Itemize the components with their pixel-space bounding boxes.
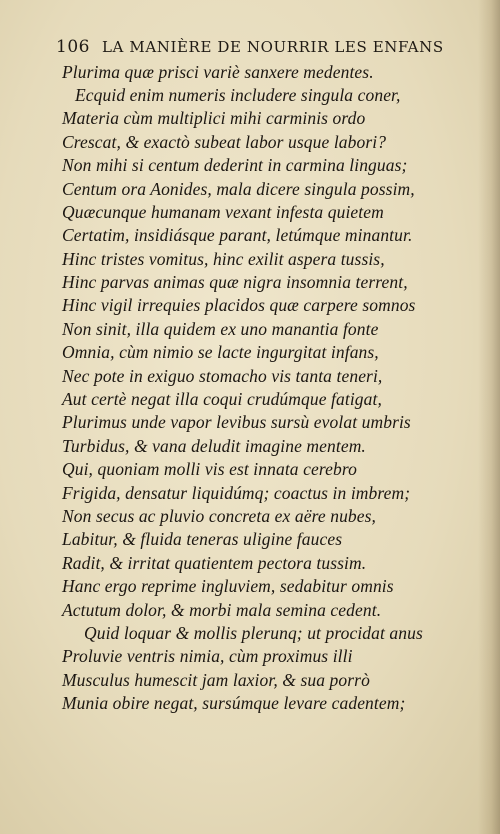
verse-line: Actutum dolor, & morbi mala semina cedent. bbox=[62, 600, 382, 620]
verse-line: Munia obire negat, sursúmque levare cadentem; bbox=[62, 693, 406, 713]
verse-line: Hinc tristes vomitus, hinc exilit aspera tussis, bbox=[62, 249, 385, 269]
verse-line: Labitur, & fluida teneras uligine fauces bbox=[62, 529, 343, 549]
verse-line: Turbidus, & vana deludit imagine mentem. bbox=[62, 436, 366, 456]
verse-line: Quæcunque humanam vexant infesta quietem bbox=[62, 202, 384, 222]
page-header bbox=[56, 37, 466, 61]
page-gutter-shadow bbox=[478, 0, 500, 834]
verse-line: Qui, quoniam molli vis est innata cerebro bbox=[62, 459, 357, 479]
verse-line: Ecquid enim numeris includere singula coner, bbox=[75, 85, 401, 105]
verse-line: Plurima quæ prisci variè sanxere medentes. bbox=[62, 62, 374, 82]
verse-line: Musculus humescit jam laxior, & sua porrò bbox=[62, 670, 370, 690]
verse-line: Hinc parvas animas quæ nigra insomnia terrent, bbox=[62, 272, 408, 292]
verse-line: Non sinit, illa quidem ex uno manantia fonte bbox=[62, 319, 379, 339]
verse-line: Hanc ergo reprime ingluviem, sedabitur omnis bbox=[62, 576, 394, 596]
verse-line: Frigida, densatur liquidúmq; coactus in imbrem; bbox=[62, 483, 411, 503]
verse-line: Centum ora Aonides, mala dicere singula possim, bbox=[62, 179, 415, 199]
verse-line: Hinc vigil irrequies placidos quæ carpere somnos bbox=[62, 295, 416, 315]
verse-line: Quid loquar & mollis plerunq; ut procidat anus bbox=[84, 623, 423, 643]
verse-line: Materia cùm multiplici mihi carminis ordo bbox=[62, 108, 366, 128]
verse-line: Proluvie ventris nimia, cùm proximus illi bbox=[62, 646, 353, 666]
verse-line: Radit, & irritat quatientem pectora tussim. bbox=[62, 553, 367, 573]
verse-line: Certatim, insidiásque parant, letúmque minantur. bbox=[62, 225, 413, 245]
verse-line: Aut certè negat illa coqui crudúmque fatigat, bbox=[62, 389, 382, 409]
running-head: LA MANIÈRE DE NOURRIR LES ENFANS bbox=[102, 38, 444, 56]
verse-line: Omnia, cùm nimio se lacte ingurgitat infans, bbox=[62, 342, 379, 362]
verse-line: Plurimus unde vapor levibus sursù evolat umbris bbox=[62, 412, 411, 432]
verse-line: Non secus ac pluvio concreta ex aëre nubes, bbox=[62, 506, 377, 526]
verse-line: Crescat, & exactò subeat labor usque labori? bbox=[62, 132, 387, 152]
verse-line: Non mihi si centum dederint in carmina linguas; bbox=[62, 155, 408, 175]
page-number: 106 bbox=[56, 37, 90, 57]
verse-line: Nec pote in exiguo stomacho vis tanta teneri, bbox=[62, 366, 383, 386]
